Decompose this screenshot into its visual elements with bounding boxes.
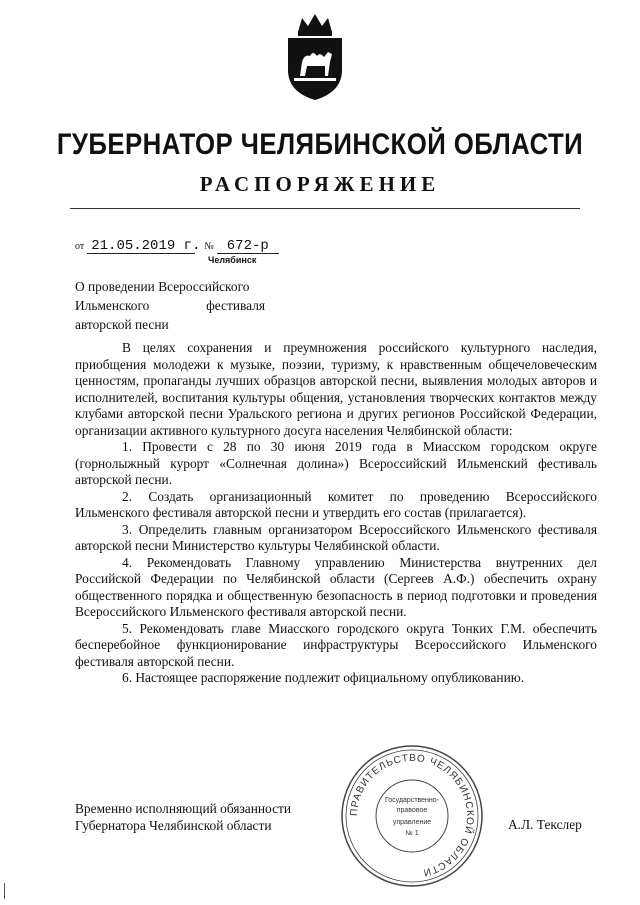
signatory-position-line: Временно исполняющий обязанности [75,801,292,816]
body-paragraph: В целях сохранения и преумножения российского культурного наследия, приобщения молодежи к музыке, поэзии, туризму, к нравственным общечеловеческим ценностям, пропаганды лучших образцов авторской песни, выявления молодых авторов и исполнителей, воспитания культуры общения, установления творческих контактов между клубами авторской песни Уральского региона и других регионов Российской Федерации, организации активного культурного досуга населения Челябинской области: [75,340,597,438]
body-paragraph: 2. Создать организационный комитет по проведению Всероссийского Ильменского фестиваля авторской песни и утвердить его состав (прилагается). [75,488,597,520]
document-type: РАСПОРЯЖЕНИЕ [199,172,441,196]
scan-edge-mark [4,883,5,899]
svg-text:ПРАВИТЕЛЬСТВО ЧЕЛЯБИНСКОЙ ОБЛА [349,753,476,878]
issuer-title: ГУБЕРНАТОР ЧЕЛЯБИНСКОЙ ОБЛАСТИ [56,128,584,161]
stamp-center-line: правовое [396,807,428,814]
stamp-ring-text: ПРАВИТЕЛЬСТВО ЧЕЛЯБИНСКОЙ ОБЛАСТИ [348,752,476,878]
document-subject [75,277,265,334]
body-paragraph: 3. Определить главным организатором Всероссийского Ильменского фестиваля авторской песни Министерство культуры Челябинской области. [75,521,597,553]
body-paragraph: 6. Настоящее распоряжение подлежит официальному опубликованию. [122,670,525,685]
subject-word: фестиваля [206,298,266,313]
header-divider [70,208,580,209]
signatory-name: А.Л. Текслер [508,817,582,832]
body-paragraph: 4. Рекомендовать Главному управлению Министерства внутренних дел Российской Федерации по Челябинской области (Сергеев А.Ф.) обеспечить охрану общественного порядка и общественную безопасность в период подготовки и проведения Всероссийского Ильменского фестиваля авторской песни. [75,554,597,619]
coat-of-arms-icon [280,10,350,102]
official-stamp [338,742,486,890]
stamp-center-line: Государственно- [384,797,440,804]
document-date: 21.05.2019 г. [87,239,195,254]
subject-line: авторской песни [75,317,169,332]
signatory-position [75,800,291,834]
subject-line [75,296,265,315]
date-prefix: от [75,241,85,252]
document-body [75,340,597,687]
subject-line: О проведении Всероссийского [75,279,250,294]
signatory-position-line: Губернатора Челябинской области [75,818,272,833]
city-label: Челябинск [208,255,257,265]
document-number: 672-р [217,239,279,254]
date-number-line [75,238,279,254]
stamp-center-line: № 1 [405,830,419,837]
body-paragraph: 1. Провести с 28 по 30 июня 2019 года в Миасском городском округе (горнолыжный курорт «Солнечная долина») Всероссийский Ильменский фестиваль авторской песни. [75,439,597,487]
subject-word: Ильменского [75,298,150,313]
stamp-center-line: управление [392,819,432,826]
number-prefix: № [204,241,214,252]
body-paragraph: 5. Рекомендовать главе Миасского городского округа Тонких Г.М. обеспечить бесперебойное функционирование инфраструктуры Всероссийского Ильменского фестиваля авторской песни. [75,620,597,669]
